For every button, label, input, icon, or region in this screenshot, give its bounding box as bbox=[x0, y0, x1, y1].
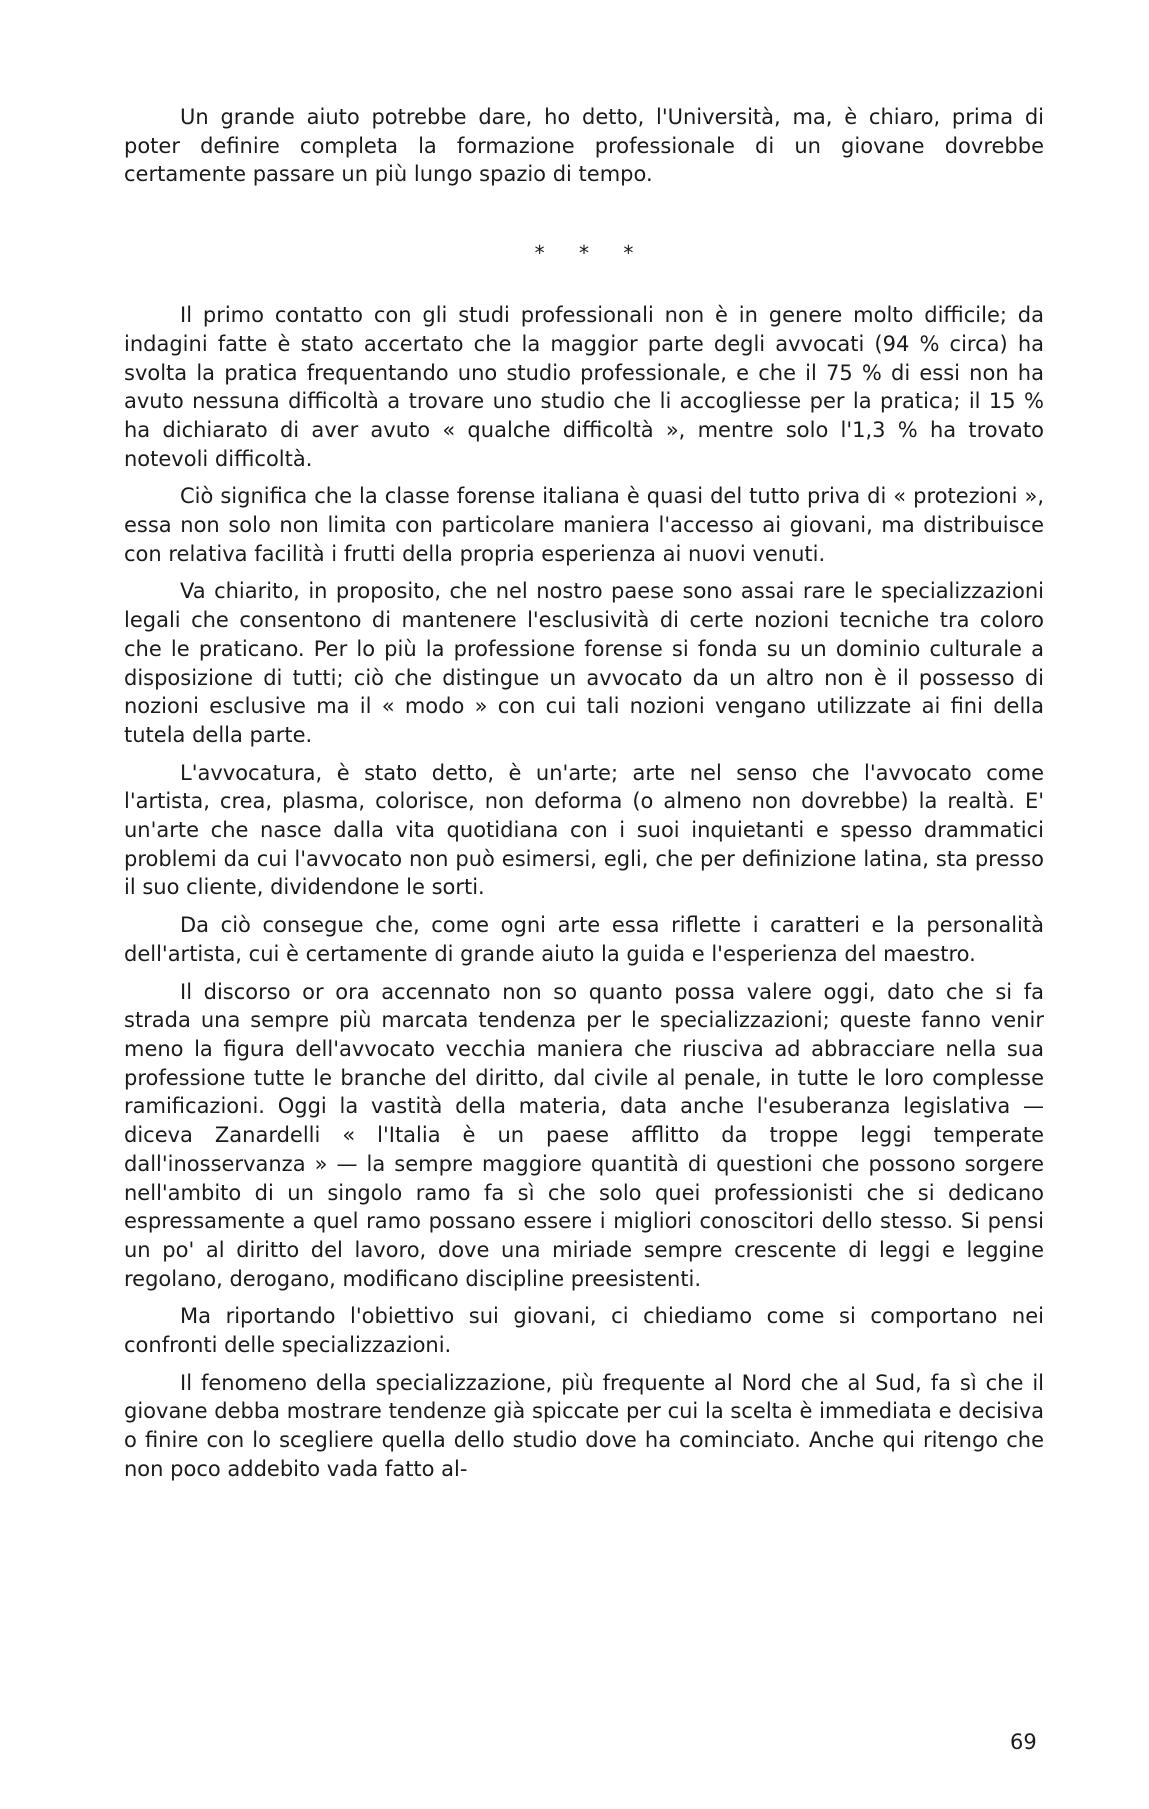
paragraph-specialization-phenomenon: Il fenomeno della specializzazione, più frequente al Nord che al Sud, fa sì che il giovane debba mostrare tendenze già spiccate per cui la scelta è immediata e decisiva o finire con lo scegliere quella dello studio dove ha cominciato. Anche qui ritengo che non poco addebito vada fatto al- bbox=[124, 1370, 1044, 1481]
paragraph-legal-specializations: Va chiarito, in proposito, che nel nostro paese sono assai rare le specializzazioni legali che consentono di mantenere l'esclusività di certe nozioni tecniche tra coloro che le praticano. Per lo più la professione forense si fonda su un dominio culturale a disposizione di tutti; ciò che distingue un avvocato da un altro non è il possesso di nozioni esclusive ma il « modo » con cui tali nozioni vengano utilizzate ai fini della tutela della parte. bbox=[124, 579, 1044, 747]
paragraph-forensic-class: Ciò significa che la classe forense italiana è quasi del tutto priva di « protezioni », essa non solo non limita con particolare maniera l'accesso ai giovani, ma distribuisce con relativa facilità i frutti della propria esperienza ai nuovi venuti. bbox=[124, 484, 1044, 566]
paragraph-advocacy-art: L'avvocatura, è stato detto, è un'arte; arte nel senso che l'avvocato come l'artista, crea, plasma, colorisce, non deforma (o almeno non dovrebbe) la realtà. E' un'arte che nasce dalla vita quotidiana con i suoi inquietanti e spesso drammatici problemi da cui l'avvocato non può esimersi, egli, che per definizione latina, sta presso il suo cliente, dividendone le sorti. bbox=[124, 760, 1044, 900]
page-body bbox=[124, 103, 1044, 1493]
paragraph-first-contact: Il primo contatto con gli studi professionali non è in genere molto difficile; da indagini fatte è stato accertato che la maggior parte degli avvocati (94 % circa) ha svolta la pratica frequentando uno studio professionale, e che il 75 % di essi non ha avuto nessuna difficoltà a trovare uno studio che li accogliesse per la pratica; il 15 % ha dichiarato di aver avuto « qualche difficoltà », mentre solo l'1,3 % ha trovato notevoli difficoltà. bbox=[124, 303, 1044, 471]
paragraph-specialization-trend: Il discorso or ora accennato non so quanto possa valere oggi, dato che si fa strada una sempre più marcata tendenza per le specializzazioni; queste fanno venir meno la figura dell'avvocato vecchia maniera che riusciva ad abbracciare nella sua professione tutte le branche del diritto, dal civile al penale, in tutte le loro complesse ramificazioni. Oggi la vastità della materia, data anche l'esuberanza legislativa — diceva Zanardelli « l'Italia è un paese afflitto da troppe leggi temperate dall'inosservanza » — la sempre maggiore quantità di questioni che possono sorgere nell'ambito di un singolo ramo fa sì che solo quei professionisti che si dedicano espressamente a quel ramo possano essere i migliori conoscitori dello stesso. Si pensi un po' al diritto del lavoro, dove una miriade sempre crescente di leggi e leggine regolano, derogano, modificano discipline preesistenti. bbox=[124, 979, 1044, 1291]
paragraph-university-aid: Un grande aiuto potrebbe dare, ho detto, l'Università, ma, è chiaro, prima di poter definire completa la formazione professionale di un giovane dovrebbe certamente passare un più lungo spazio di tempo. bbox=[124, 105, 1044, 187]
paragraph-young-lawyers: Ma riportando l'obiettivo sui giovani, ci chiediamo come si comportano nei confronti delle specializzazioni. bbox=[124, 1304, 1044, 1358]
paragraph-artist-personality: Da ciò consegue che, come ogni arte essa riflette i caratteri e la personalità dell'artista, cui è certamente di grande aiuto la guida e l'esperienza del maestro. bbox=[124, 913, 1044, 966]
page-number: 69 bbox=[1010, 1730, 1037, 1754]
section-separator: * * * bbox=[534, 241, 648, 266]
